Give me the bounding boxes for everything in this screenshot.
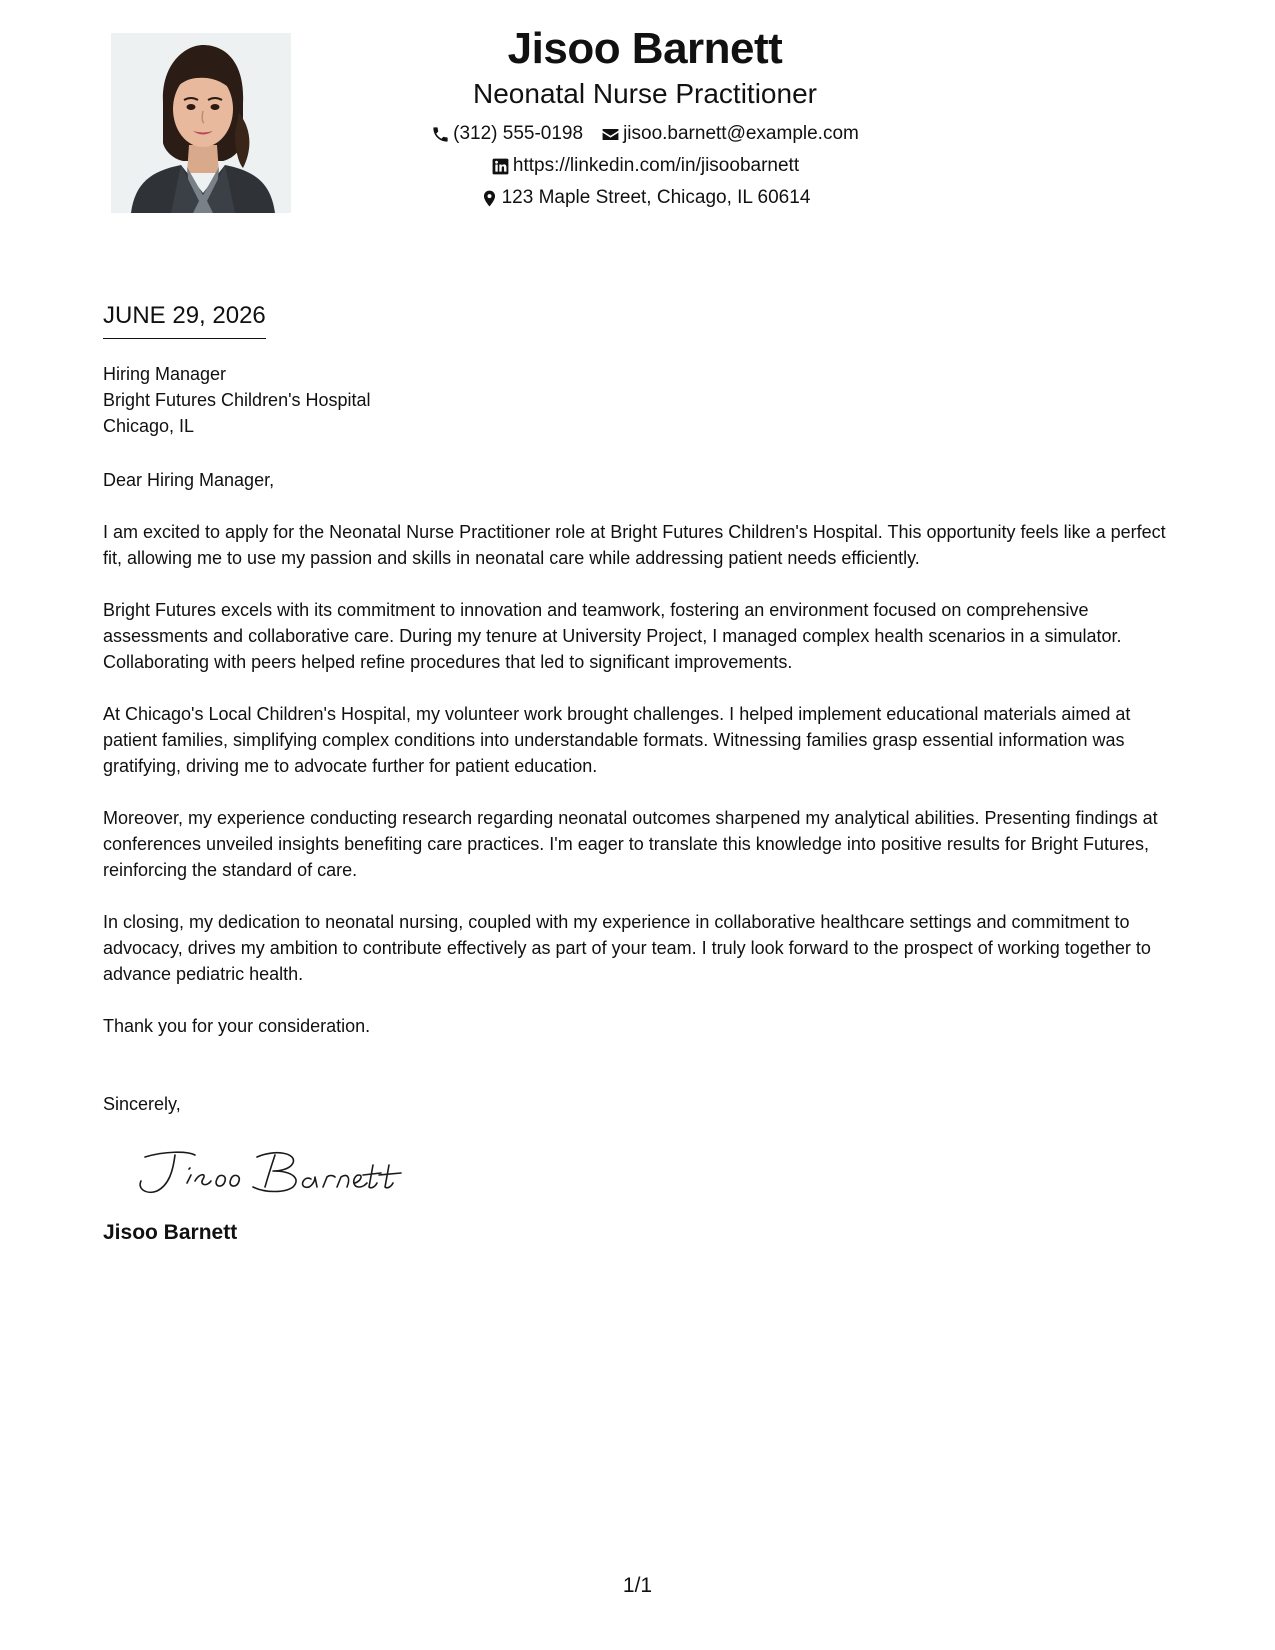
email-address[interactable]: jisoo.barnett@example.com (623, 123, 859, 144)
salutation: Dear Hiring Manager, (103, 470, 275, 490)
linkedin-url[interactable]: https://linkedin.com/in/jisoobarnett (512, 155, 800, 176)
applicant-name: Jisoo Barnett (507, 24, 783, 73)
envelope-icon (601, 125, 620, 144)
recipient-block (103, 361, 1183, 439)
page-number: 1/1 (622, 1574, 653, 1597)
linkedin-contact (491, 150, 799, 182)
linkedin-icon (491, 157, 510, 176)
paragraph-4: Moreover, my experience conducting research regarding neonatal outcomes sharpened my analytical abilities. Presenting findings at conferences unveiled insights benefiting care practices. I'm eager to translate this knowledge into positive results for Bright Futures, reinforcing the standard of care. (103, 808, 1158, 880)
job-title: Neonatal Nurse Practitioner (473, 78, 817, 109)
recipient-organization: Bright Futures Children's Hospital (103, 390, 371, 410)
recipient-location: Chicago, IL (103, 416, 195, 436)
profile-photo (111, 33, 291, 213)
header (300, 22, 990, 214)
street-address: 123 Maple Street, Chicago, IL 60614 (501, 187, 811, 208)
paragraph-2: Bright Futures excels with its commitment to innovation and teamwork, fostering an environment focused on comprehensive assessments and collaborative care. During my tenure at University Project, I managed complex health scenarios in a simulator. Collaborating with peers helped refine procedures that led to significant improvements. (103, 600, 1122, 672)
address-contact (480, 182, 811, 214)
email-contact (601, 118, 859, 150)
closing: Sincerely, (103, 1094, 181, 1114)
map-pin-icon (480, 189, 499, 208)
paragraph-1: I am excited to apply for the Neonatal Nurse Practitioner role at Bright Futures Children's Hospital. This opportunity feels like a perfect fit, allowing me to use my passion and skills in neonatal care while addressing patient needs efficiently. (103, 522, 1166, 568)
phone-icon (431, 125, 450, 144)
contact-line-3 (300, 182, 990, 214)
signature-image (125, 1143, 425, 1203)
letter-body (103, 300, 1183, 1247)
phone-number[interactable]: (312) 555-0198 (453, 123, 584, 144)
paragraph-5: In closing, my dedication to neonatal nursing, coupled with my experience in collaborative healthcare settings and commitment to advocacy, drives my ambition to contribute effectively as part of your team. I truly look forward to the prospect of working together to advance pediatric health. (103, 912, 1151, 984)
letter-date: JUNE 29, 2026 (103, 300, 266, 339)
phone-contact (431, 118, 583, 150)
signer-name: Jisoo Barnett (103, 1221, 238, 1244)
contact-line-2 (300, 150, 990, 182)
contact-line-1 (300, 118, 990, 150)
thank-you-line: Thank you for your consideration. (103, 1016, 371, 1036)
paragraph-3: At Chicago's Local Children's Hospital, my volunteer work brought challenges. I helped implement educational materials aimed at patient families, simplifying complex conditions into understandable formats. Witnessing families grasp essential information was gratifying, driving me to advocate further for patient education. (103, 704, 1131, 776)
recipient-name: Hiring Manager (103, 364, 227, 384)
